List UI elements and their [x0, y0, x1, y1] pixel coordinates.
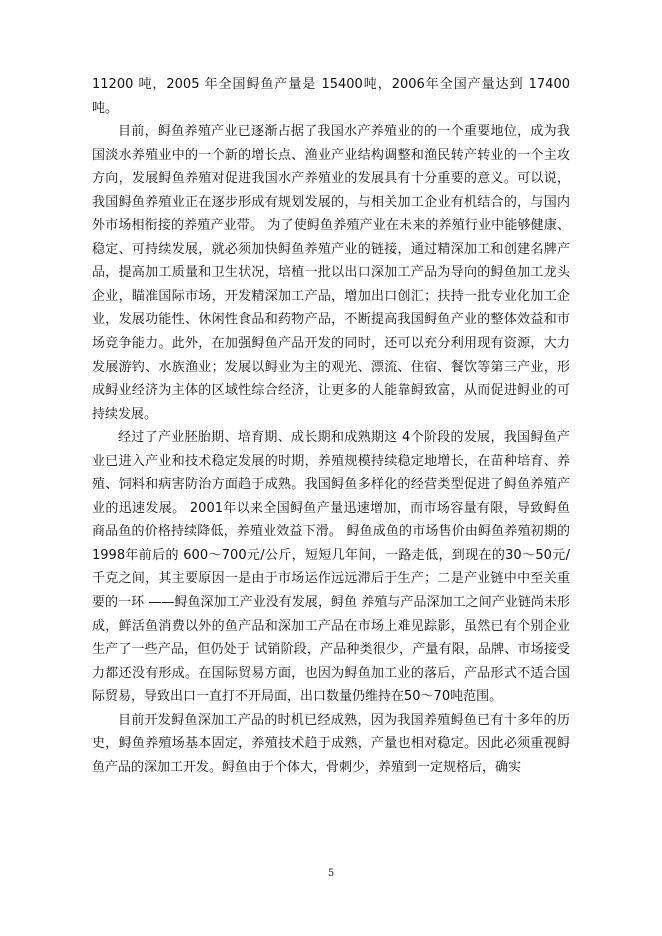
paragraph-4: 目前开发鲟鱼深加工产品的时机已经成熟，因为我国养殖鲟鱼已有十多年的历史，鲟鱼养殖场基本固定，养殖技术趋于成熟，产量也相对稳定。因此必须重视鲟鱼产品的深加工开发。鲟鱼由于个体大，骨刺少，养殖到一定规格后，确实: [92, 712, 570, 775]
body-text: [92, 73, 570, 779]
paragraph-1: 11200 吨，2005 年全国鲟鱼产量是 15400吨，2006年全国产量达到 17400 吨。: [92, 77, 570, 116]
page-number: 5: [327, 868, 335, 879]
paragraph-2: 目前，鲟鱼养殖产业已逐渐占据了我国水产养殖业的的一个重要地位，成为我国淡水养殖业中的一个新的增长点、渔业产业结构调整和渔民转产转业的一个主攻方向，发展鲟鱼养殖对促进我国水产养殖业的发展具有十分重要的意义。可以说，我国鲟鱼养殖业正在逐步形成有规划发展的，与相关加工企业有机结合的，与国内外市场相衔接的养殖产业带。 为了使鲟鱼养殖产业在未来的养殖行业中能够健康、稳定、可持续发展，就必须加快鲟鱼养殖产业的链接，通过精深加工和创建名牌产品，提高加工质量和卫生状况，培植一批以出口深加工产品为导向的鲟鱼加工龙头企业，瞄准国际市场，开发精深加工产品，增加出口创汇；扶持一批专业化加工企业，发展功能性、休闲性食品和药物产品，不断提高我国鲟鱼产业的整体效益和市场竞争能力。此外，在加强鲟鱼产品开发的同时，还可以充分利用现有资源，大力发展游钓、水族渔业；发展以鲟业为主的观光、漂流、住宿、餐饮等第三产业，形成鲟业经济为主体的区域性综合经济，让更多的人能靠鲟致富，从而促进鲟业的可持续发展。: [92, 124, 570, 422]
paragraph-3: 经过了产业胚胎期、培育期、成长期和成熟期这 4个阶段的发展，我国鲟鱼产业已进入产业和技术稳定发展的时期，养殖规模持续稳定地增长，在苗种培育、养殖、饲料和病害防治方面趋于成熟。我国鲟鱼多样化的经营类型促进了鲟鱼养殖产业的迅速发展。 2001年以来全国鲟鱼产量迅速增加，而市场容量有限，导致鲟鱼商品鱼的价格持续降低，养殖业效益下滑。 鲟鱼成鱼的市场售价由鲟鱼养殖初期的 1998年前后的 600～700元/公斤，短短几年间，一路走低，到现在的30～50元/千克之间，其主要原因一是由于市场运作远远滞后于生产；二是产业链中中至关重要的一环 ——鲟鱼深加工产业没有发展，鲟鱼 养殖与产品深加工之间产业链尚未形成，鲜活鱼消费以外的鱼产品和深加工产品在市场上难见踪影，虽然已有个别企业生产了一些产品，但仍处于 试销阶段，产品种类很少，产量有限，品牌、市场接受力都还没有形成。在国际贸易方面，也因为鲟鱼加工业的落后，产品形式不适合国际贸易，导致出口一直打不开局面，出口数量仍维持在50～70吨范围。: [92, 430, 570, 705]
